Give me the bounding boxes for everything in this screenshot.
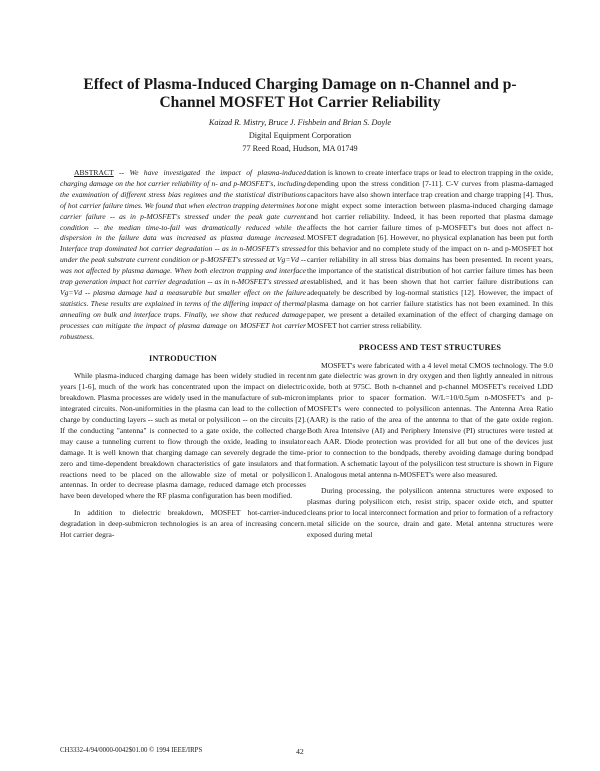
introduction-paragraph-1: While plasma-induced charging damage has been widely studied in recent years [1-6], much of the work has concentrated upon the impact on dielectric breakdown. Plasma processes are widely used in the manufacture of sub-micron integrated circuits. Non-uniformities in the plasma can lead to the collection of charge by conducting layers -- such as metal or polysilicon -- on the circuits [2]. If the conducting "antenna" is connected to a gate oxide, the collected charge may cause a tunneling current to flow through the oxide, leading to insulator damage. It is well known that charging damage can severely degrade the time-zero and time-dependent breakdown characteristics of gate insulators and that reactions need to be placed on the allowable size of metal or polysilicon antennas. In order to decrease plasma damage, reduced damage etch processes have been developed where the RF plasma configuration has been modified. <box>60 371 306 501</box>
process-paragraph-2: During processing, the polysilicon antenna structures were exposed to plasmas during polysilicon etch, resist strip, spacer oxide etch, and sputter cleans prior to local interconnect formation and prior to formation of a refractory metal silicide on the source, drain and gate. Metal antenna structures were exposed during metal <box>307 486 553 540</box>
process-heading: PROCESS AND TEST STRUCTURES <box>358 342 502 352</box>
abstract <box>60 168 306 343</box>
author-names: Kaizad R. Mistry, Bruce J. Fishbein and Brian S. Doyle <box>208 118 392 127</box>
process-paragraph-1: MOSFET's were fabricated with a 4 level metal CMOS technology. The 9.0 nm gate dielectric was grown in dry oxygen and then lightly annealed in nitrous oxide, both at 975C. Both n-channel and p-channel MOSFET's received LDD implants prior to spacer formation. W/L=10/0.5µm n-MOSFET's and p-MOSFET's were connected to polysilicon antennas. The Antenna Area Ratio (AAR) is the ratio of the area of the antenna to that of the gate oxide region. Both Area Intensive (AI) and Periphery Intensive (PI) structures were tested at each AAR. Diode protection was provided for all but one of the devices just prior to connection to the bondpads, thereby avoiding damage during bondpad formation. A schematic layout of the polysilicon test structure is shown in Figure 1. Analogous metal antenna n-MOSFET's were also measured. <box>307 360 553 479</box>
affiliation: Digital Equipment Corporation <box>248 131 352 140</box>
introduction-heading: INTRODUCTION <box>149 353 217 363</box>
abstract-text: -- We have investigated the impact of plasma-induced charging damage on the hot carrier reliability of n- and p-MOSFET's, including the examination of different stress bias regimes and the statistical distributions of hot carrier failure times. We found that when electron trapping determines hot carrier failure -- as in p-MOSFET's stressed under the peak gate current condition -- the median time-to-fail was dramatically reduced while the dispersion in the failure data was increased as plasma damage increased. Interface trap dominated hot carrier degradation -- as in n-MOSFET's stressed under the peak substrate current condition or p-MOSFET's stressed at Vg=Vd -- was not affected by plasma damage. When both electron trapping and interface trap generation impact hot carrier degradation -- as in n-MOSFET's stressed at Vg=Vd -- plasma damage had a measurable but smaller effect on the failure statistics. These results are explained in terms of the differing impact of thermal annealing on bulk and interface traps. Finally, we show that reduced damage processes can mitigate the impact of plasma damage on MOSFET hot carrier robustness. <box>60 168 306 341</box>
author-block <box>100 116 500 155</box>
introduction-paragraph-2: In addition to dielectric breakdown, MOSFET hot-carrier-induced degradation in deep-submicron technologies is an area of increasing concern. Hot carrier degra- <box>60 508 306 540</box>
right-column <box>307 168 553 541</box>
address: 77 Reed Road, Hudson, MA 01749 <box>242 144 358 153</box>
paper-title: Effect of Plasma-Induced Charging Damage on n-Channel and p-Channel MOSFET Hot Carrier Reliability <box>83 76 517 111</box>
abstract-label: ABSTRACT <box>74 168 114 177</box>
left-column <box>60 168 306 541</box>
copyright-code: CH3332-4/94/0000-0042$01.00 © 1994 IEEE/IRPS <box>60 747 203 754</box>
introduction-continued: dation is known to create interface traps or lead to electron trapping in the oxide, depending upon the stress condition [7-11]. C-V curves from plasma-damaged capacitors have also shown interface trap creation and charge trapping [4]. Thus, one might expect some interaction between plasma-induced charging damage and hot carrier reliability. Indeed, it has been reported that plasma damage affects the hot carrier failure times of p-MOSFET's but does not affect n-MOSFET degradation [6]. However, no physical explanation has been put forth for this behavior and no complete study of the impact on n- and p-MOSFET hot carrier reliability in all stress bias domains has been presented. In recent years, the importance of the statistical distribution of hot carrier failure times has been established, and it has been shown that hot carrier failure distributions can adequately be described by log-normal statistics [12]. However, the impact of plasma damage on hot carrier failure statistics has not been examined. In this paper, we present a detailed examination of the effect of charging damage on MOSFET hot carrier stress reliability. <box>307 168 553 330</box>
page-number: 42 <box>296 747 304 756</box>
